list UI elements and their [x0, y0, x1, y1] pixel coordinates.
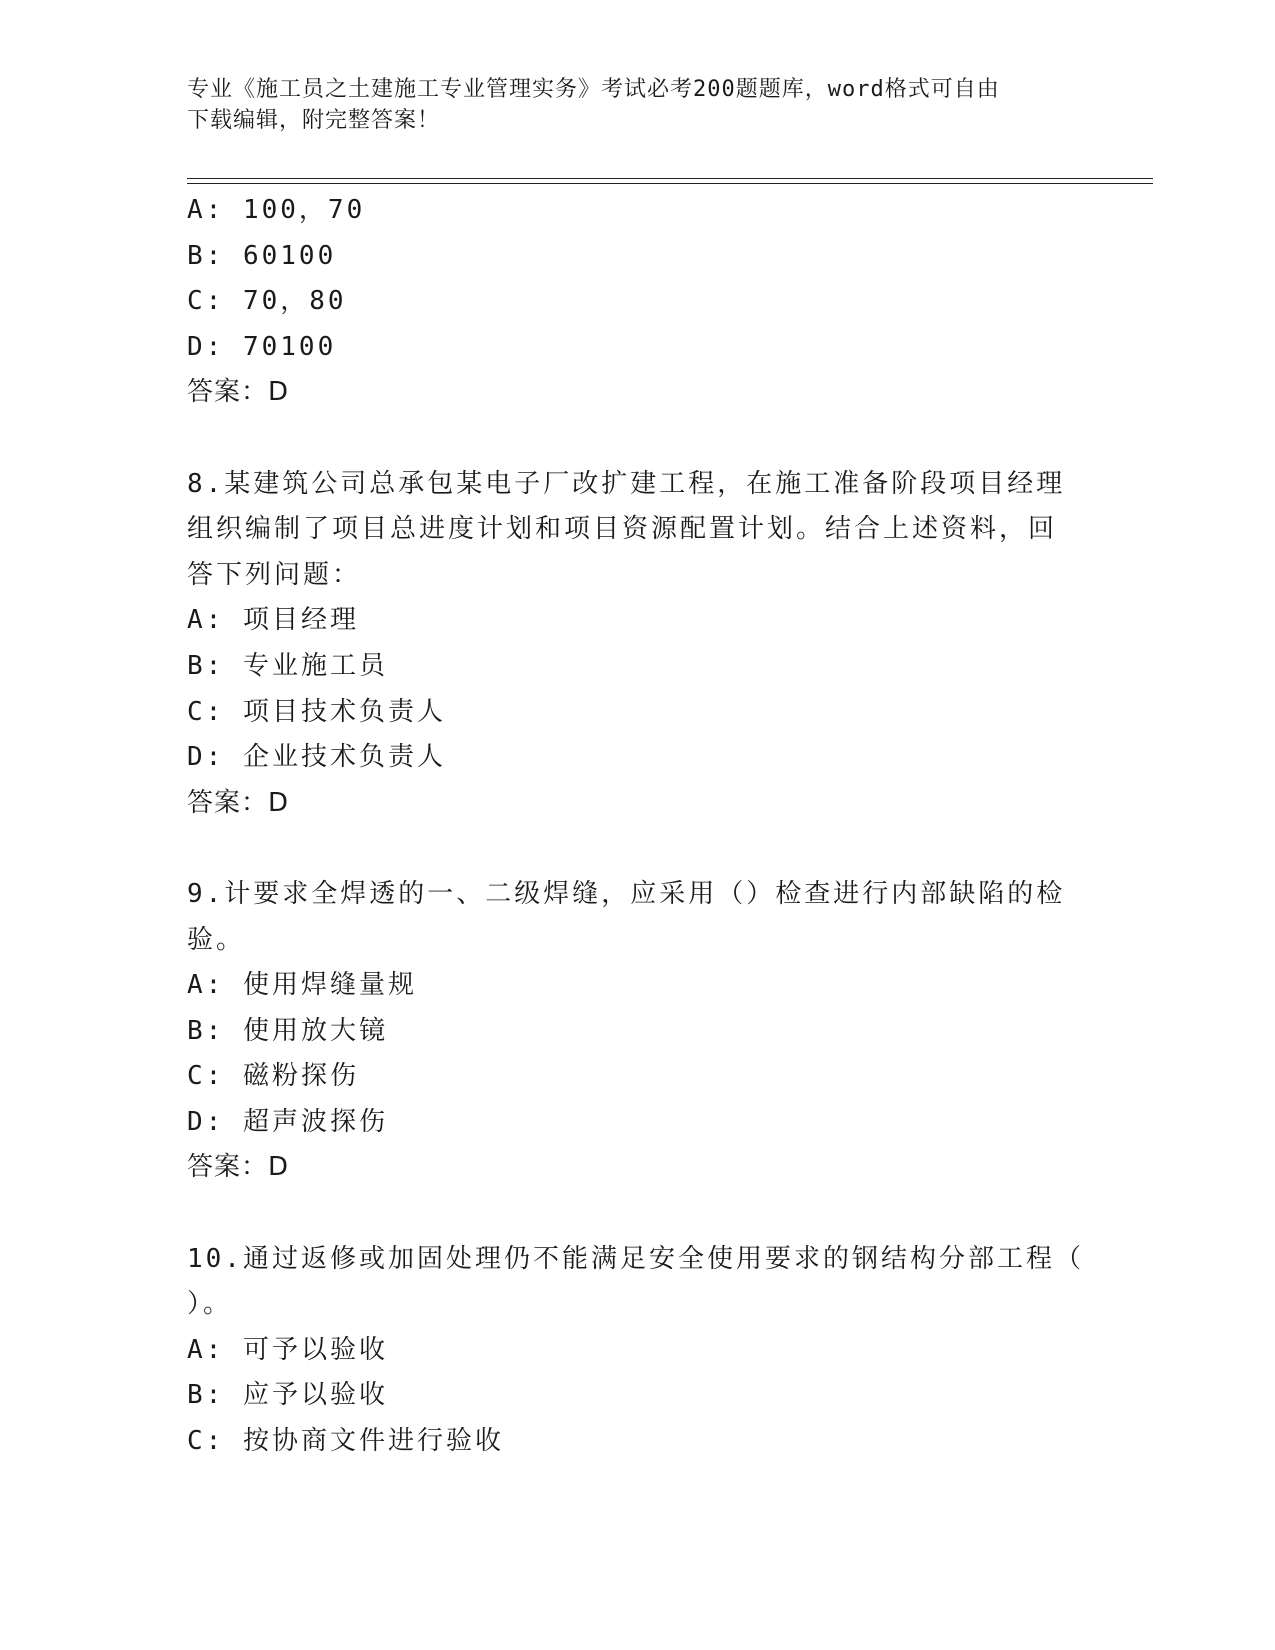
question-8	[187, 462, 1087, 827]
question-9	[187, 872, 1087, 1191]
header-line-1: 专业《施工员之土建施工专业管理实务》考试必考200题题库，word格式可自由	[187, 77, 1000, 102]
answer: 答案：D	[187, 787, 290, 818]
question-list	[187, 188, 1087, 1465]
option-c: C: 磁粉探伤	[187, 1061, 359, 1092]
option-a: A: 可予以验收	[187, 1334, 388, 1365]
option-d: D: 70100	[187, 331, 337, 362]
option-d: D: 企业技术负责人	[187, 742, 446, 773]
question-stem-line: 验。	[187, 924, 246, 955]
option-a: A: 使用焊缝量规	[187, 970, 417, 1001]
option-b: B: 60100	[187, 240, 337, 271]
answer: 答案：D	[187, 377, 290, 408]
question-stem-line: 10.通过返修或加固处理仍不能满足安全使用要求的钢结构分部工程（	[187, 1243, 1084, 1274]
option-c: C: 按协商文件进行验收	[187, 1426, 504, 1457]
option-d: D: 超声波探伤	[187, 1106, 388, 1137]
answer: 答案：D	[187, 1152, 290, 1183]
option-b: B: 应予以验收	[187, 1380, 388, 1411]
question-stem-line: 答下列问题：	[187, 559, 362, 590]
question-stem-line: 8.某建筑公司总承包某电子厂改扩建工程，在施工准备阶段项目经理	[187, 468, 1066, 499]
header-divider-bottom	[187, 183, 1153, 184]
header-line-2: 下载编辑，附完整答案！	[187, 108, 441, 133]
option-a: A: 100，70	[187, 195, 366, 225]
header-divider-top	[187, 178, 1153, 179]
question-10	[187, 1237, 1087, 1465]
option-b: B: 专业施工员	[187, 650, 388, 681]
question-stem-line: 9.计要求全焊透的一、二级焊缝，应采用（）检查进行内部缺陷的检	[187, 878, 1066, 909]
option-b: B: 使用放大镜	[187, 1015, 388, 1046]
option-a: A: 项目经理	[187, 605, 359, 636]
option-c: C: 70，80	[187, 286, 347, 317]
question-stem-line: 组织编制了项目总进度计划和项目资源配置计划。结合上述资料，回	[187, 514, 1058, 545]
question-stem-line: ）。	[187, 1289, 233, 1320]
option-c: C: 项目技术负责人	[187, 696, 446, 727]
question-7-continued	[187, 188, 1087, 416]
document-header	[187, 74, 1087, 136]
